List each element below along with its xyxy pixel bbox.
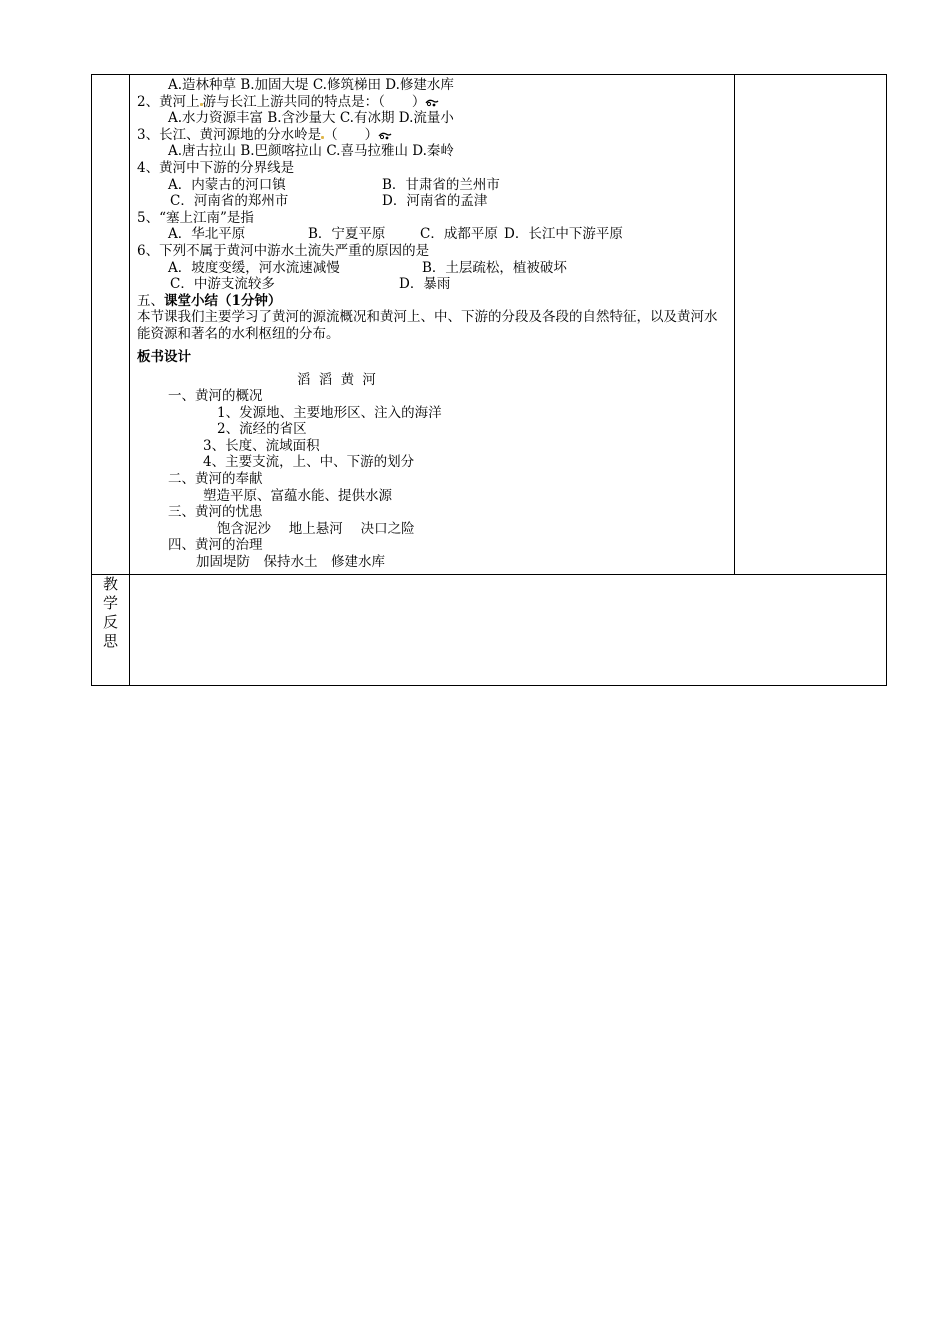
main-content-cell bbox=[130, 75, 735, 575]
q6-option-b: B．土层疏松，植被破坏 bbox=[422, 259, 567, 276]
reflection-char: 教 bbox=[102, 574, 118, 593]
left-margin-cell bbox=[92, 75, 130, 575]
pencil-mark-icon bbox=[378, 131, 392, 140]
q2-stem bbox=[137, 94, 728, 111]
q3-stem-part-a: 3、长江、黄河源地的分水岭是 bbox=[137, 126, 322, 143]
q4-stem: 4、黄河中下游的分界线是 bbox=[137, 159, 295, 176]
right-margin-cell bbox=[735, 75, 887, 575]
board-item-1-1: 1、发源地、主要地形区、注入的海洋 bbox=[217, 404, 442, 421]
q4-option-a: A．内蒙古的河口镇 bbox=[168, 176, 286, 193]
board-text-4: 加固堤防 保持水土 修建水库 bbox=[196, 554, 385, 571]
q4-options-row1 bbox=[137, 177, 728, 194]
q6-options-row1 bbox=[137, 260, 728, 277]
q6-option-c: C．中游支流较多 bbox=[170, 276, 275, 293]
board-section-1: 一、黄河的概况 bbox=[168, 388, 263, 405]
q4-options-row2 bbox=[137, 193, 728, 210]
q2-options: A.水力资源丰富 B.含沙量大 C.有冰期 D.流量小 bbox=[168, 110, 454, 127]
q5-option-a: A．华北平原 bbox=[168, 226, 246, 243]
summary-heading bbox=[137, 293, 728, 310]
reflection-char: 学 bbox=[102, 593, 118, 612]
q5-stem: 5、“塞上江南”是指 bbox=[137, 209, 254, 226]
q4-option-d: D．河南省的孟津 bbox=[382, 193, 488, 210]
q3-stem-part-b: （ ） bbox=[324, 126, 379, 143]
q4-option-b: B．甘肃省的兰州市 bbox=[382, 176, 500, 193]
q5-option-b: B．宁夏平原 bbox=[308, 226, 386, 243]
board-section-2: 二、黄河的奉献 bbox=[168, 471, 263, 488]
q4-option-c: C．河南省的郑州市 bbox=[170, 193, 289, 210]
q5-option-c: C．成都平原 bbox=[420, 226, 498, 243]
board-title: 滔 滔 黄 河 bbox=[297, 371, 378, 388]
q1-options: A.造林种草 B.加固大堤 C.修筑梯田 D.修建水库 bbox=[168, 77, 454, 93]
q6-stem: 6、下列不属于黄河中游水土流失严重的原因的是 bbox=[137, 242, 430, 259]
q5-option-d: D．长江中下游平原 bbox=[504, 226, 623, 243]
lesson-table bbox=[91, 74, 887, 686]
summary-text: 本节课我们主要学习了黄河的源流概况和黄河上、中、下游的分段及各段的自然特征，以及黄河水能资源和著名的水利枢纽的分布。 bbox=[137, 309, 718, 342]
q6-options-row2 bbox=[137, 276, 728, 293]
reflection-char: 反 bbox=[102, 612, 118, 631]
reflection-char: 思 bbox=[102, 631, 118, 650]
q2-stem-part-a: 2、黄河上 bbox=[137, 93, 200, 110]
pencil-mark-icon bbox=[425, 98, 439, 107]
board-text-2: 塑造平原、富蕴水能、提供水源 bbox=[203, 487, 392, 504]
board-item-1-3: 3、长度、流域面积 bbox=[203, 437, 320, 454]
board-item-1-2: 2、流经的省区 bbox=[217, 421, 307, 438]
q6-option-d: D．暴雨 bbox=[399, 276, 451, 293]
board-item-1-4: 4、主要支流，上、中、下游的划分 bbox=[203, 454, 415, 471]
reflection-content-cell bbox=[130, 574, 887, 685]
summary-prefix: 五、 bbox=[137, 292, 164, 309]
board-text-3: 饱含泥沙 地上悬河 决口之险 bbox=[217, 520, 415, 537]
q3-options: A.唐古拉山 B.巴颜喀拉山 C.喜马拉雅山 D.秦岭 bbox=[168, 143, 454, 160]
content-area bbox=[130, 75, 734, 571]
reflection-label bbox=[92, 574, 130, 685]
q3-stem bbox=[137, 127, 728, 144]
q6-option-a: A．坡度变缓，河水流速减慢 bbox=[168, 259, 340, 276]
q2-stem-part-b: 游与长江上游共同的特点是：（ ） bbox=[202, 93, 426, 110]
board-heading: 板书设计 bbox=[137, 348, 191, 365]
summary-title: 课堂小结（1分钟） bbox=[164, 292, 282, 309]
board-section-3: 三、黄河的忧患 bbox=[168, 504, 263, 521]
board-section-4: 四、黄河的治理 bbox=[168, 537, 263, 554]
q5-options bbox=[137, 226, 728, 243]
